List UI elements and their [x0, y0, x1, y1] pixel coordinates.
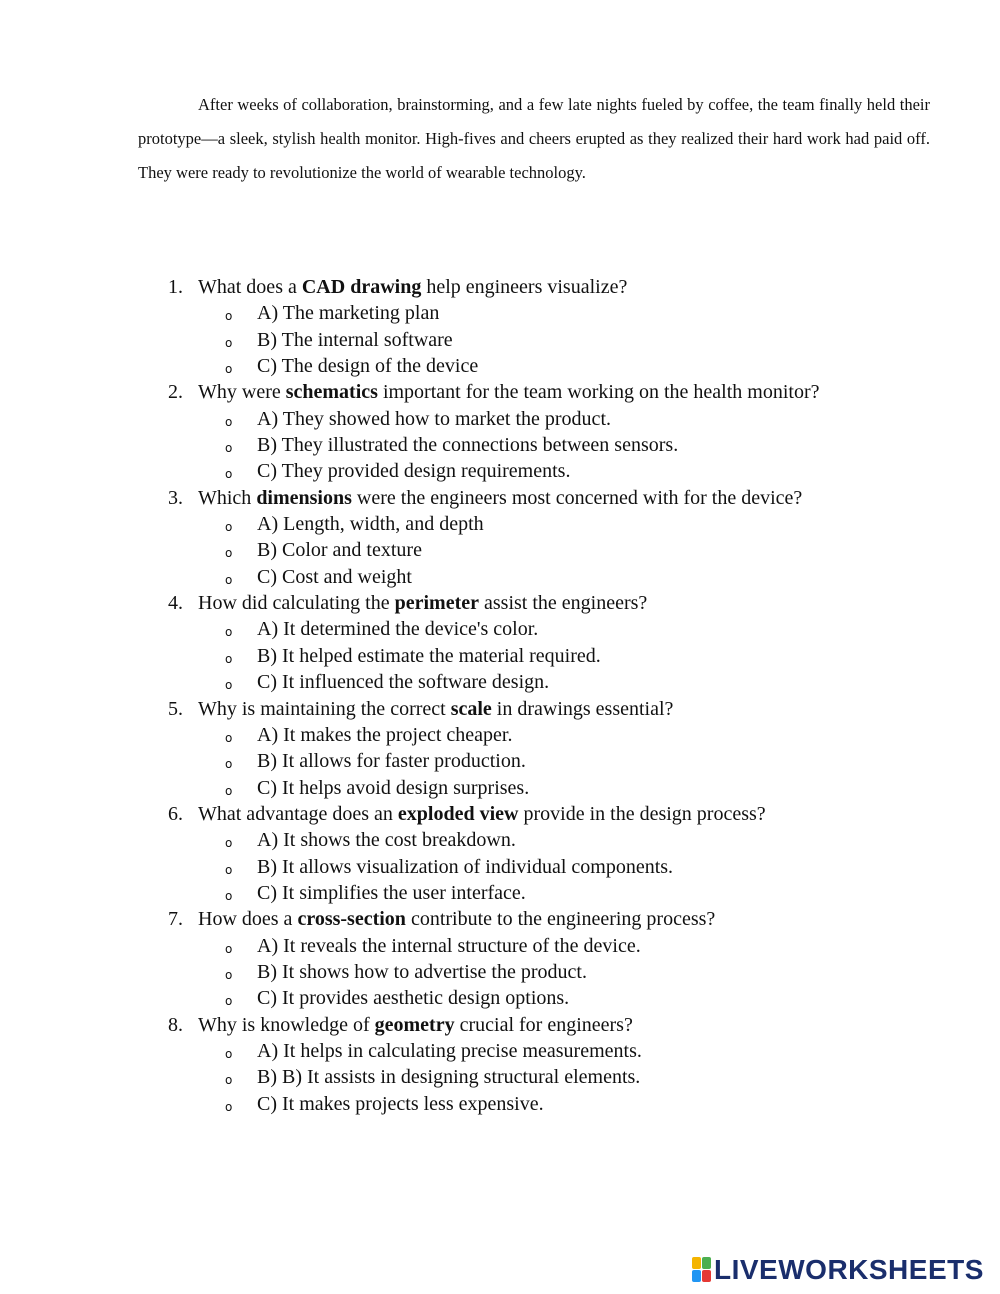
- question-text: [198, 801, 766, 827]
- question-number: 3.: [168, 486, 183, 509]
- question-text-tail: important for the team working on the health monitor?: [377, 381, 820, 404]
- logo-mark-square: [702, 1257, 711, 1269]
- logo-mark-square: [692, 1257, 701, 1269]
- answer-option[interactable]: [165, 985, 955, 1011]
- answer-option[interactable]: [165, 300, 955, 326]
- question-text-tail: assist the engineers?: [479, 592, 648, 615]
- question-keyword: dimensions: [256, 486, 352, 509]
- question-keyword: scale: [450, 697, 492, 720]
- question-text-tail: provide in the design process?: [518, 802, 766, 825]
- answer-option-text: B) Color and texture: [257, 539, 422, 562]
- circle-bullet-icon: o: [225, 967, 233, 982]
- answer-option-text: A) The marketing plan: [257, 302, 440, 325]
- circle-bullet-icon: o: [225, 757, 233, 772]
- answer-option-text: A) It shows the cost breakdown.: [257, 829, 516, 852]
- answer-option-text: C) It influenced the software design.: [257, 671, 550, 694]
- circle-bullet-icon: o: [225, 1046, 233, 1061]
- answer-option-text: C) It helps avoid design surprises.: [257, 776, 530, 799]
- circle-bullet-icon: o: [225, 546, 233, 561]
- answer-option[interactable]: [165, 643, 955, 669]
- circle-bullet-icon: o: [225, 783, 233, 798]
- answer-option[interactable]: [165, 748, 955, 774]
- circle-bullet-icon: o: [225, 836, 233, 851]
- question-number: 7.: [168, 908, 183, 931]
- question-1: [165, 274, 955, 300]
- circle-bullet-icon: o: [225, 309, 233, 324]
- answer-option-text: A) It makes the project cheaper.: [257, 723, 513, 746]
- answer-option-text: B) It helped estimate the material required.: [257, 644, 601, 667]
- answer-option[interactable]: [165, 854, 955, 880]
- question-text-tail: crucial for engineers?: [454, 1013, 633, 1036]
- liveworksheets-logo: [692, 1255, 984, 1285]
- question-7: [165, 906, 955, 932]
- answer-option-text: B) B) It assists in designing structural elements.: [257, 1066, 641, 1089]
- answer-option[interactable]: [165, 933, 955, 959]
- circle-bullet-icon: o: [225, 651, 233, 666]
- logo-text: LIVEWORKSHEETS: [714, 1254, 984, 1285]
- answer-option-text: B) It allows visualization of individual components.: [257, 855, 674, 878]
- question-keyword: exploded view: [397, 802, 519, 825]
- question-6: [165, 801, 955, 827]
- question-text-lead: How did calculating the: [198, 592, 395, 615]
- question-text: [198, 906, 715, 932]
- answer-option-text: A) It determined the device's color.: [257, 618, 539, 641]
- circle-bullet-icon: o: [225, 888, 233, 903]
- question-3: [165, 485, 955, 511]
- answer-option-text: A) It helps in calculating precise measurements.: [257, 1039, 642, 1062]
- question-text-lead: What advantage does an: [198, 802, 398, 825]
- answer-option-text: B) The internal software: [257, 328, 453, 351]
- circle-bullet-icon: o: [225, 730, 233, 745]
- question-number: 2.: [168, 381, 183, 404]
- question-text: [198, 1012, 633, 1038]
- question-text: [198, 590, 647, 616]
- answer-option[interactable]: [165, 353, 955, 379]
- answer-option[interactable]: [165, 432, 955, 458]
- question-text-tail: in drawings essential?: [491, 697, 674, 720]
- question-number: 6.: [168, 802, 183, 825]
- answer-option[interactable]: [165, 458, 955, 484]
- logo-mark-square: [692, 1270, 701, 1282]
- circle-bullet-icon: o: [225, 362, 233, 377]
- intro-paragraph: After weeks of collaboration, brainstorming, and a few late nights fueled by coffee, the team finally held their prototype—a sleek, stylish health monitor. High-fives and cheers erupted as they realized their hard work had paid off. They were ready to revolutionize the world of wearable technology.: [138, 95, 930, 182]
- answer-option[interactable]: [165, 327, 955, 353]
- answer-option-text: C) It simplifies the user interface.: [257, 881, 526, 904]
- logo-mark-square: [702, 1270, 711, 1282]
- answer-option-text: A) They showed how to market the product.: [257, 407, 611, 430]
- question-number: 4.: [168, 592, 183, 615]
- answer-option[interactable]: [165, 669, 955, 695]
- circle-bullet-icon: o: [225, 678, 233, 693]
- question-text-tail: contribute to the engineering process?: [405, 908, 716, 931]
- question-text-lead: Why were: [198, 381, 286, 404]
- answer-option[interactable]: [165, 959, 955, 985]
- answer-option-text: C) It provides aesthetic design options.: [257, 987, 570, 1010]
- question-number: 8.: [168, 1013, 183, 1036]
- answer-option-text: C) The design of the device: [257, 355, 479, 378]
- answer-option-text: B) They illustrated the connections between sensors.: [257, 434, 679, 457]
- question-text-lead: Which: [198, 486, 257, 509]
- question-list: [165, 274, 955, 1117]
- question-2: [165, 379, 955, 405]
- question-keyword: cross-section: [297, 908, 406, 931]
- answer-option-text: C) Cost and weight: [257, 565, 412, 588]
- answer-option-text: B) It allows for faster production.: [257, 750, 526, 773]
- answer-option-text: A) It reveals the internal structure of the device.: [257, 934, 641, 957]
- question-text-tail: were the engineers most concerned with for the device?: [351, 486, 803, 509]
- circle-bullet-icon: o: [225, 520, 233, 535]
- circle-bullet-icon: o: [225, 1099, 233, 1114]
- question-5: [165, 696, 955, 722]
- circle-bullet-icon: o: [225, 862, 233, 877]
- answer-option[interactable]: [165, 564, 955, 590]
- circle-bullet-icon: o: [225, 941, 233, 956]
- question-text: [198, 696, 673, 722]
- question-keyword: perimeter: [394, 592, 480, 615]
- answer-option-text: C) They provided design requirements.: [257, 460, 571, 483]
- circle-bullet-icon: o: [225, 572, 233, 587]
- question-keyword: CAD drawing: [301, 276, 422, 298]
- answer-option[interactable]: [165, 1091, 955, 1117]
- question-number: 5.: [168, 697, 183, 720]
- answer-option[interactable]: [165, 406, 955, 432]
- answer-option[interactable]: [165, 511, 955, 537]
- answer-option[interactable]: [165, 880, 955, 906]
- question-text-lead: Why is maintaining the correct: [198, 697, 451, 720]
- question-text-lead: Why is knowledge of: [198, 1013, 375, 1036]
- question-text-lead: How does a: [198, 908, 298, 931]
- answer-option[interactable]: [165, 1038, 955, 1064]
- answer-option[interactable]: [165, 722, 955, 748]
- question-text: [198, 379, 820, 405]
- circle-bullet-icon: o: [225, 625, 233, 640]
- question-text: [198, 485, 802, 511]
- circle-bullet-icon: o: [225, 1073, 233, 1088]
- circle-bullet-icon: o: [225, 467, 233, 482]
- answer-option-text: C) It makes projects less expensive.: [257, 1092, 544, 1115]
- answer-option[interactable]: [165, 616, 955, 642]
- circle-bullet-icon: o: [225, 414, 233, 429]
- answer-option-text: B) It shows how to advertise the product.: [257, 960, 587, 983]
- circle-bullet-icon: o: [225, 335, 233, 350]
- circle-bullet-icon: o: [225, 441, 233, 456]
- question-text-lead: What does a: [198, 276, 302, 298]
- answer-option[interactable]: [165, 775, 955, 801]
- question-4: [165, 590, 955, 616]
- answer-option[interactable]: [165, 827, 955, 853]
- question-text: [198, 274, 627, 300]
- liveworksheets-mark-icon: [692, 1257, 712, 1283]
- question-8: [165, 1012, 955, 1038]
- question-keyword: geometry: [374, 1013, 455, 1036]
- circle-bullet-icon: o: [225, 994, 233, 1009]
- answer-option-text: A) Length, width, and depth: [257, 513, 484, 536]
- question-number: 1.: [168, 276, 183, 298]
- answer-option[interactable]: [165, 1064, 955, 1090]
- question-keyword: schematics: [285, 381, 378, 404]
- answer-option[interactable]: [165, 537, 955, 563]
- question-text-tail: help engineers visualize?: [421, 276, 628, 298]
